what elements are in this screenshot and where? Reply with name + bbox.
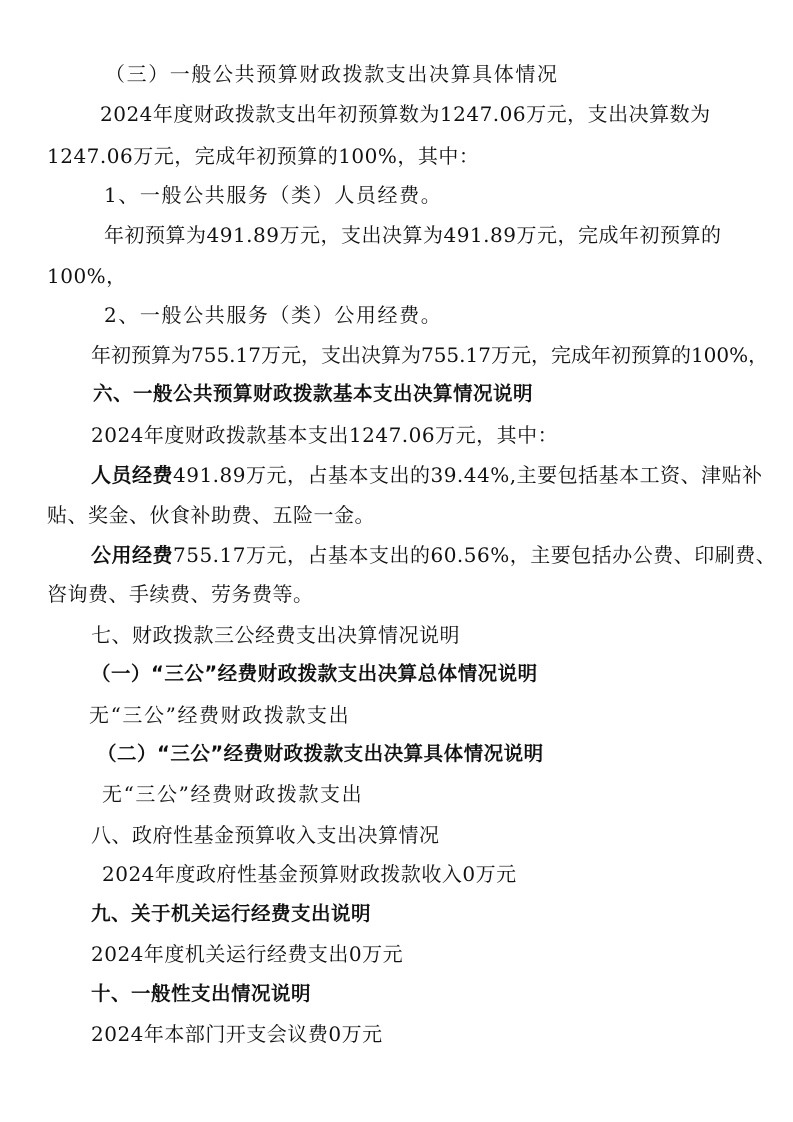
section-heading-10: 十、一般性支出情况说明 [91, 982, 312, 1005]
paragraph-line: 2024年度机关运行经费支出0万元 [91, 942, 404, 966]
bold-term: 人员经费 [91, 463, 173, 487]
paragraph-line: 无“三公”经费财政拨款支出 [89, 703, 351, 727]
paragraph-line: 年初预算为491.89万元，支出决算为491.89万元，完成年初预算的 [104, 223, 722, 247]
paragraph-line: 100%， [47, 264, 127, 288]
paragraph-line: 1247.06万元，完成年初预算的100%，其中： [47, 144, 480, 168]
paragraph-line: 2024年度财政拨款支出年初预算数为1247.06万元，支出决算数为 [100, 102, 711, 126]
section-heading-9: 九、关于机关运行经费支出说明 [91, 902, 372, 925]
paragraph-line: 贴、奖金、伙食补助费、五险一金。 [47, 503, 375, 527]
list-item-heading: 1、一般公共服务（类）人员经费。 [104, 183, 443, 207]
paragraph-line: 公用经费755.17万元，占基本支出的60.56%，主要包括办公费、印刷费、 [91, 543, 777, 567]
section-heading-8: 八、政府性基金预算收入支出决算情况 [91, 823, 440, 847]
paragraph-line: 2024年度政府性基金预算财政拨款收入0万元 [102, 862, 517, 886]
subsection-heading-2: （二）“三公”经费财政拨款支出决算具体情况说明 [97, 742, 544, 765]
paragraph-line: 咨询费、手续费、劳务费等。 [47, 582, 314, 606]
paragraph-line: 人员经费491.89万元，占基本支出的39.44%,主要包括基本工资、津贴补 [91, 463, 763, 487]
list-item-heading: 2、一般公共服务（类）公用经费。 [104, 303, 443, 327]
paragraph-line: 2024年本部门开支会议费0万元 [91, 1022, 383, 1046]
paragraph-line: 年初预算为755.17万元，支出决算为755.17万元，完成年初预算的100%， [91, 343, 769, 367]
paragraph-line: 无“三公”经费财政拨款支出 [102, 782, 364, 806]
section-heading-7: 七、财政拨款三公经费支出决算情况说明 [91, 623, 460, 647]
bold-term: 公用经费 [91, 543, 173, 567]
paragraph-line: 2024年度财政拨款基本支出1247.06万元，其中： [91, 423, 559, 447]
subsection-heading-3: （三）一般公共预算财政拨款支出决算具体情况 [105, 62, 559, 86]
section-heading-6: 六、一般公共预算财政拨款基本支出决算情况说明 [93, 382, 534, 405]
subsection-heading-1: （一）“三公”经费财政拨款支出决算总体情况说明 [91, 662, 538, 685]
